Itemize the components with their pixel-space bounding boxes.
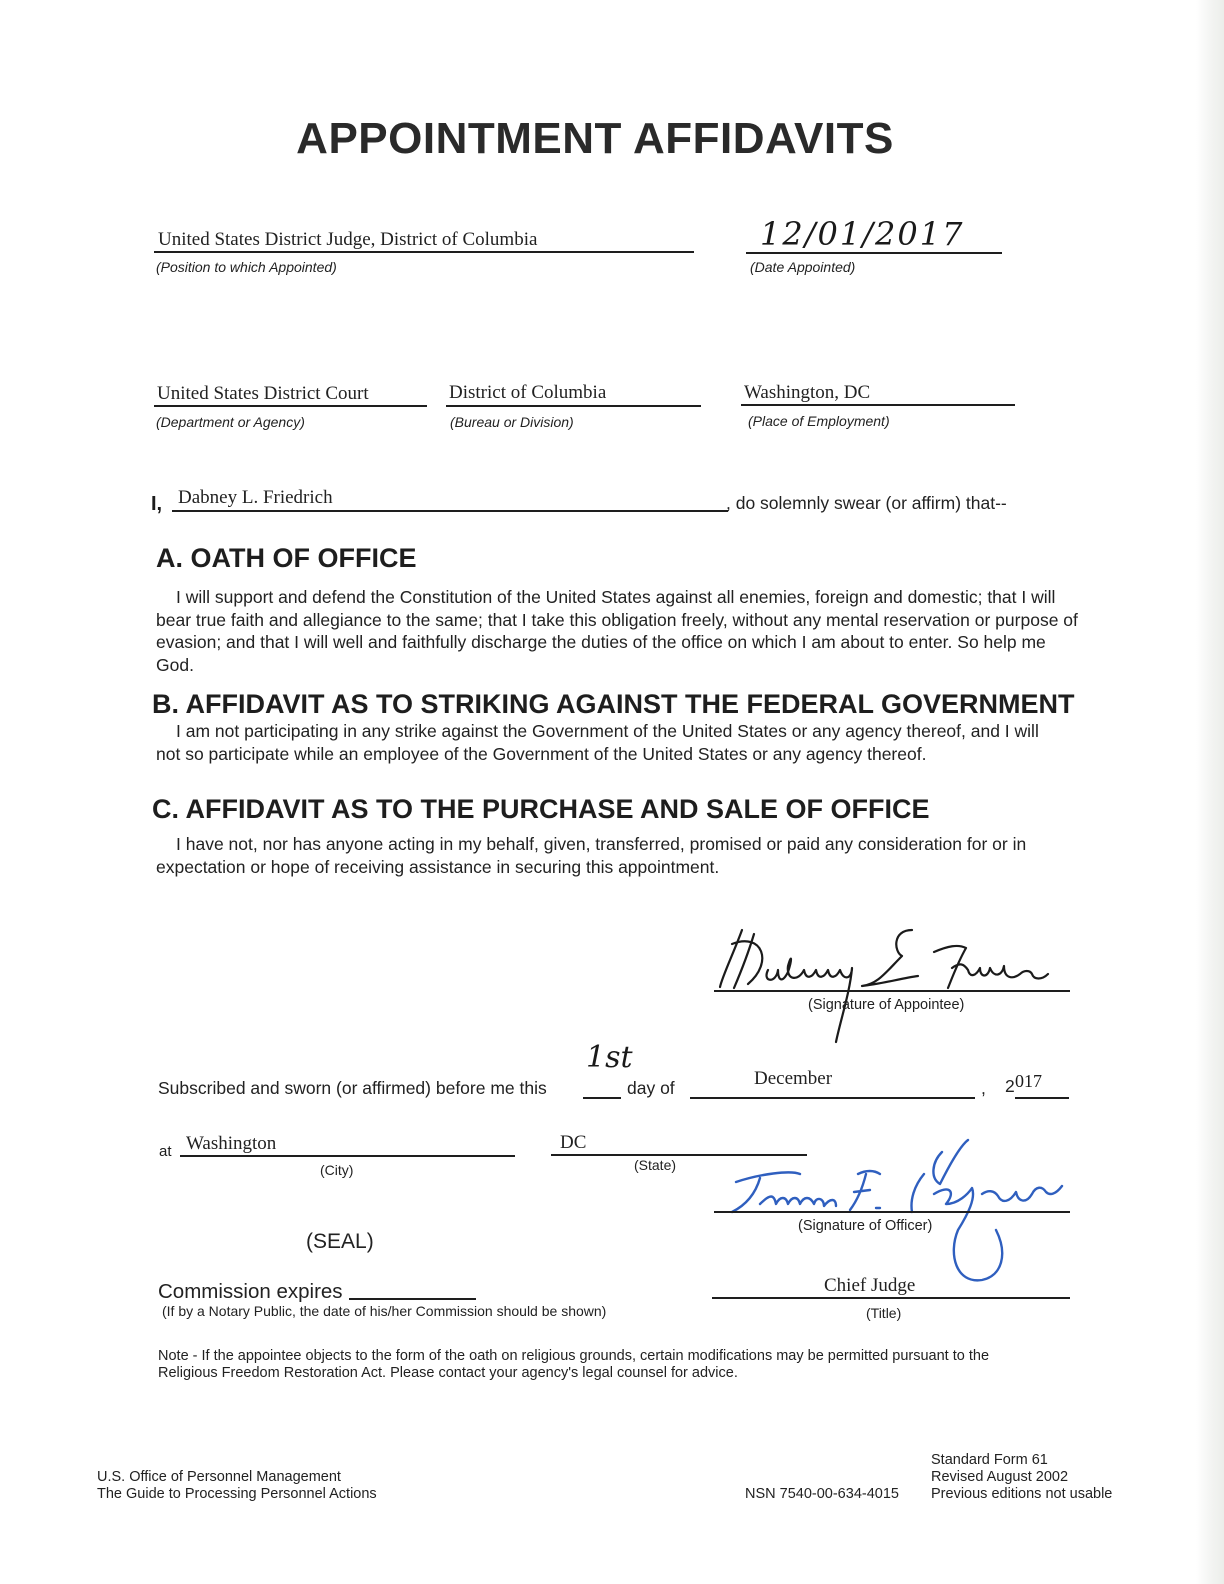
department-line (154, 405, 427, 407)
city-caption: (City) (320, 1162, 354, 1178)
sworn-month-line (690, 1097, 975, 1099)
date-appointed-line (746, 252, 1002, 254)
officer-title-caption: (Title) (866, 1305, 902, 1321)
section-a-text: I will support and defend the Constitution of the United States against all enemies, foreign and domestic; that I will bear true faith and allegiance to the same; that I take this obligation freely, without any mental reservation or purpose of evasion; and that I will well and faithfully discharge the duties of the office on which I am about to enter. So help me God. (156, 587, 1078, 675)
state-caption: (State) (634, 1157, 677, 1173)
officer-title-value: Chief Judge (824, 1275, 916, 1296)
sworn-comma: , (981, 1078, 986, 1098)
appointee-signature-caption: (Signature of Appointee) (808, 997, 965, 1013)
note-line-1: Note - If the appointee objects to the form of the oath on religious grounds, certain modifications may be permitted pursuant to the (158, 1348, 990, 1364)
at-label: at (159, 1143, 172, 1160)
footer-agency-line-1: U.S. Office of Personnel Management (97, 1469, 341, 1485)
appointee-signature-stroke (934, 946, 1048, 988)
sworn-month: December (754, 1068, 833, 1089)
note-line-2: Religious Freedom Restoration Act. Please contact your agency's legal counsel for advice. (158, 1365, 738, 1381)
appointee-signature-image (712, 922, 1072, 1052)
footer-agency-line-2: The Guide to Processing Personnel Actions (97, 1486, 377, 1502)
swear-prefix: I, (151, 493, 163, 515)
date-appointed-value: 12/01/2017 (760, 215, 965, 253)
seal-label: (SEAL) (306, 1230, 374, 1253)
sworn-year: 017 (1015, 1071, 1042, 1091)
scan-edge-shadow (1196, 0, 1224, 1584)
bureau-line (446, 405, 701, 407)
commission-label: Commission expires (158, 1280, 343, 1303)
sworn-day-line (583, 1097, 621, 1099)
sworn-year-prefix: 2 (1005, 1076, 1015, 1096)
appointee-signature-stroke (732, 934, 762, 988)
officer-signature-caption: (Signature of Officer) (798, 1218, 933, 1234)
position-caption: (Position to which Appointed) (156, 259, 337, 275)
sworn-year-line (1015, 1097, 1069, 1099)
officer-signature-image (720, 1134, 1080, 1284)
appointee-name: Dabney L. Friedrich (178, 487, 333, 508)
sworn-day: 1st (586, 1040, 633, 1075)
place-value: Washington, DC (744, 382, 871, 403)
place-line (741, 404, 1015, 406)
department-value: United States District Court (157, 383, 369, 404)
city-value: Washington (186, 1133, 277, 1154)
section-b-text: I am not participating in any strike against the Government of the United States or any agency thereof, and I will not so participate while an employee of the Government of the United States or any agency thereof. (156, 721, 1039, 764)
commission-line (349, 1298, 476, 1300)
footer-form-line-1: Standard Form 61 (931, 1452, 1048, 1468)
officer-signature-line (714, 1211, 1070, 1213)
bureau-caption: (Bureau or Division) (450, 414, 574, 430)
footer-nsn: NSN 7540-00-634-4015 (745, 1486, 899, 1502)
footer-form-line-2: Revised August 2002 (931, 1469, 1069, 1485)
officer-signature-stroke (732, 1172, 836, 1212)
department-caption: (Department or Agency) (156, 414, 305, 430)
section-c-heading: C. AFFIDAVIT AS TO THE PURCHASE AND SALE OF OFFICE (152, 794, 930, 824)
position-line (154, 251, 694, 253)
city-line (180, 1155, 515, 1157)
section-b-heading: B. AFFIDAVIT AS TO STRIKING AGAINST THE FEDERAL GOVERNMENT (152, 689, 1075, 719)
bureau-value: District of Columbia (449, 382, 607, 403)
swear-suffix: , do solemnly swear (or affirm) that-- (726, 493, 1007, 513)
state-value: DC (560, 1132, 587, 1153)
section-c-text: I have not, nor has anyone acting in my behalf, given, transferred, promised or paid any consideration for or in expectation or hope of receiving assistance in securing this appointment. (156, 834, 1027, 877)
place-caption: (Place of Employment) (748, 413, 890, 429)
page-title: APPOINTMENT AFFIDAVITS (296, 114, 894, 163)
appointee-signature-line (714, 990, 1070, 992)
section-a-heading: A. OATH OF OFFICE (156, 543, 417, 573)
officer-signature-stroke (850, 1171, 880, 1210)
appointee-signature-stroke (862, 930, 918, 986)
officer-title-line (712, 1297, 1070, 1299)
date-appointed-caption: (Date Appointed) (750, 259, 856, 275)
position-value: United States District Judge, District of Columbia (158, 229, 538, 250)
sworn-day-label: day of (627, 1078, 675, 1098)
footer-form-line-3: Previous editions not usable (931, 1486, 1113, 1502)
appointee-name-line (172, 510, 728, 512)
sworn-prefix: Subscribed and sworn (or affirmed) before me this (158, 1078, 547, 1098)
commission-note: (If by a Notary Public, the date of his/her Commission should be shown) (162, 1303, 607, 1319)
